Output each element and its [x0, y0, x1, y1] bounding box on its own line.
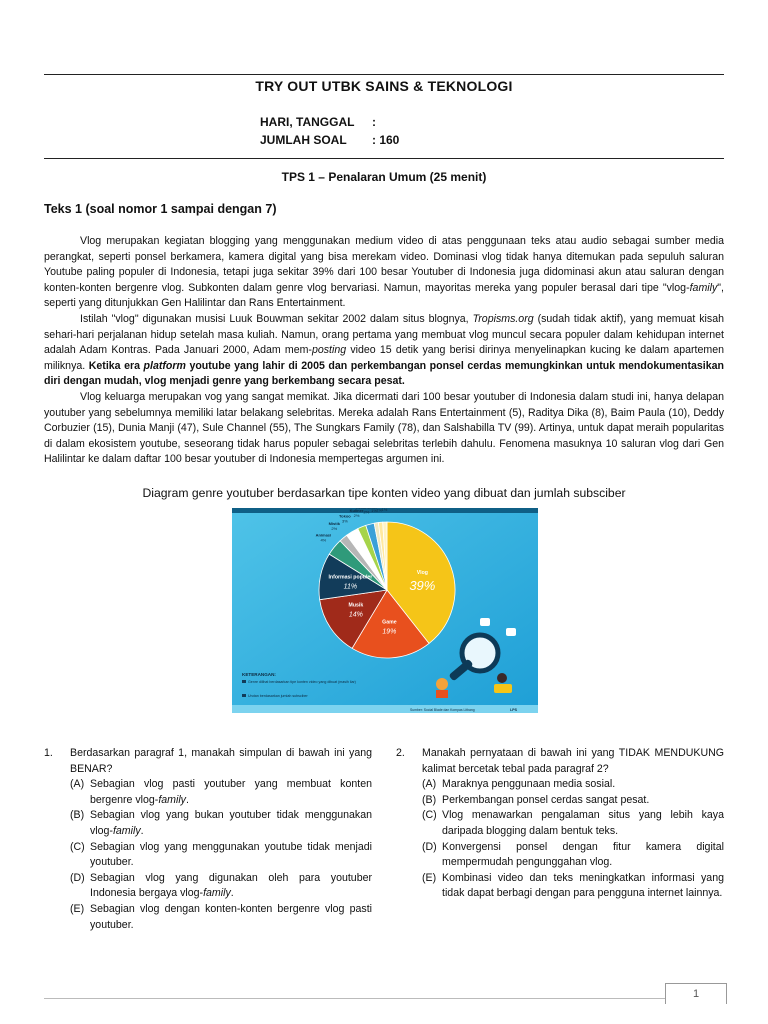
option-text: Maraknya penggunaan media sosial.: [442, 778, 616, 791]
answer-option: [422, 808, 724, 839]
header-rule: [44, 158, 724, 159]
option-letter: (A): [70, 778, 85, 791]
question-number: 2.: [396, 747, 405, 759]
option-italic-text: family: [158, 793, 186, 806]
play-icon: [506, 628, 516, 636]
answer-option: [70, 871, 372, 902]
question-2: [396, 746, 724, 902]
count-row: [260, 133, 399, 147]
slice-value-label: 3%: [341, 518, 348, 524]
legend-line-2: Urutan berdasarkan jumlah subsciber: [248, 694, 308, 698]
answer-option: [422, 871, 724, 902]
slice-value-label: 2%: [353, 512, 360, 518]
document-title: TRY OUT UTBK SAINS & TEKNOLOGI: [255, 78, 513, 94]
genre-pie-chart: [232, 508, 538, 713]
answer-option: [70, 808, 372, 839]
option-text-end: .: [185, 793, 189, 806]
chart-footer-band: [232, 705, 538, 713]
slice-value-label: 4%: [320, 537, 327, 543]
source-text: Sumber: Social Blade dan Kompas Litbang: [410, 708, 475, 712]
slice-value-label: 14%: [348, 611, 363, 619]
footer-rule: [44, 998, 665, 999]
count-label: JUMLAH SOAL: [260, 133, 347, 147]
paragraph-1: Vlog merupakan kegiatan blogging yang menggunakan medium video di atas penggunaan teks atau audio sebagai sumber media perangkat, seperti ponsel berkamera, kamera digital yang bisa merekam video. Dominasi vlog tidak hanya ditemukan pada sepuluh saluran Youtube paling populer di Indonesia, tetapi juga sekitar 39% dari 100 besar Youtuber di Indonesia juga didominasi akun atau saluran dengan konten-konten bergenre vlog. Subkonten dalam genre vlog bervariasi. Namun, mayoritas mereka yang populer berasal dari tipe "vlog-family", seperti yang ditunjukkan Gen Halilintar dan Rans Entertainment.: [44, 235, 724, 310]
answer-option: [422, 793, 724, 809]
answer-option: [422, 777, 724, 793]
question-stem: Berdasarkan paragraf 1, manakah simpulan di bawah ini yang BENAR?: [70, 747, 372, 775]
slice-label: Kuliner: [349, 508, 364, 513]
option-letter: (D): [422, 840, 437, 853]
question-1: [44, 746, 372, 933]
option-text: Konvergensi ponsel dengan fitur kamera digital mempermudah pengunggahan vlog.: [442, 840, 724, 869]
slice-value-label: 1%: [381, 508, 388, 513]
like-icon: [480, 618, 490, 626]
option-letter: (E): [70, 902, 85, 915]
paragraph-2: Istilah "vlog" digunakan musisi Luuk Bouwman sekitar 2002 dalam situs blognya, Tropisms.org (sudah tidak aktif), yang memuat kisah sehari-hari perjalanan hidup setelah masa kuliah. Namun, orang pertama yang membuat vlog muncul secara populer dalam kehidupan internet adalah Adam Kontras. Pada Januari 2000, Adam mem-posting video 15 detik yang berisi dirinya menyelinapkan kucing ke dalam apartemen miliknya. Ketika era platform youtube yang lahir di 2005 dan perkembangan ponsel cerdas memungkinkan untuk mendokumentasikan diri dengan mudah, vlog menjadi genre yang berkembang secara pesat.: [44, 312, 724, 388]
bold-sentence: Ketika era platform youtube yang lahir di 2005 dan perkembangan ponsel cerdas memungkinkan untuk mendokumentasikan diri dengan mudah, vlog menjadi genre yang berkembang secara pesat.: [44, 359, 724, 388]
option-letter: (B): [422, 793, 437, 806]
option-letter: (A): [422, 778, 437, 791]
legend-swatch-1: [242, 680, 246, 683]
slice-label: Informasi populer: [328, 574, 373, 581]
option-letter: (D): [70, 871, 85, 884]
slice-value-label: 11%: [343, 583, 358, 591]
answer-option: [70, 777, 372, 808]
option-text: Perkembangan ponsel cerdas sangat pesat.: [442, 793, 650, 806]
legend-line-1: Genre dilihat berdasarkan tipe konten video yang dibuat (masih liar): [248, 680, 356, 684]
option-text: Sebagian vlog yang bukan youtuber tidak menggunakan vlog-: [90, 809, 372, 837]
option-letter: (E): [422, 871, 437, 884]
option-text: Sebagian vlog pasti youtuber yang membuat konten bergenre vlog-: [90, 778, 372, 806]
option-text: Sebagian vlog yang menggunakan youtube tidak menjadi youtuber.: [90, 840, 372, 869]
page-number: 1: [665, 983, 727, 1004]
slice-value-label: 19%: [382, 628, 397, 636]
answer-option: [70, 902, 372, 933]
slice-value-label: 1%: [371, 508, 377, 514]
slice-label: Animasi: [315, 532, 332, 538]
date-row: [260, 115, 376, 129]
section-title: TPS 1 – Penalaran Umum (25 menit): [281, 170, 487, 184]
option-letter: (C): [70, 840, 85, 853]
top-rule: [44, 74, 724, 75]
paragraph-3: Vlog keluarga merupakan vog yang sangat memikat. Jika dicermati dari 100 besar youtuber di Indonesia dalam studi ini, hanya delapan youtuber yang sebelumnya memiliki latar belakang selebritas. Mereka adalah Rans Entertainment (5), Raditya Dika (8), Baim Paula (10), Deddy Corbuzier (15), Dunia Manji (47), Sule Channel (55), The Sungkars Family (78), dan Salshabilla TV (99). Artinya, untuk dapat meraih popularitas di dalam ekosistem youtube, seseorang tidak harus populer sebagai selebritas terlebih dahulu. Fenomena masuknya 10 saluran vlog dari Gen Halilintar ke dalam daftar 100 besar youtuber di Indonesia mempertegas argumen ini.: [44, 390, 724, 466]
option-text: Vlog menawarkan pengalaman situs yang lebih kaya daripada blogging dalam bentuk teks.: [442, 809, 724, 837]
text-heading: Teks 1 (soal nomor 1 sampai dengan 7): [44, 202, 277, 216]
date-label: HARI, TANGGAL: [260, 115, 355, 129]
slice-label: Musik: [348, 602, 364, 609]
legend-title: KETERANGAN:: [242, 672, 276, 677]
option-letter: (B): [70, 809, 85, 822]
answer-option: [422, 840, 724, 871]
count-value: : 160: [372, 133, 400, 147]
option-text: Sebagian vlog dengan konten-konten bergenre vlog pasti youtuber.: [90, 902, 372, 931]
person-figure-icon-2: [497, 673, 507, 683]
option-letter: (C): [422, 809, 437, 822]
slice-label: Game: [382, 619, 397, 626]
person-body-icon-2: [494, 684, 512, 693]
brand-text: LPS: [510, 708, 517, 712]
slice-value-label: 1%: [376, 508, 383, 513]
option-text: Sebagian vlog yang digunakan oleh para youtuber Indonesia bergaya vlog-: [90, 871, 372, 900]
option-text-end: .: [140, 824, 144, 837]
slice-label: Vlog: [416, 569, 428, 576]
option-text-end: .: [230, 887, 234, 900]
slice-label: Tokoo: [339, 513, 351, 519]
slice-value-label: 2%: [363, 509, 370, 515]
person-figure-icon: [436, 678, 448, 690]
legend-swatch-2: [242, 694, 246, 697]
slice-value-label: 39%: [409, 577, 436, 593]
answer-option: [70, 840, 372, 871]
option-italic-text: family: [203, 887, 231, 900]
date-value: :: [372, 115, 376, 129]
question-stem: Manakah pernyataan di bawah ini yang TIDAK MENDUKUNG kalimat bercetak tebal pada paragraf 2?: [422, 747, 724, 775]
person-body-icon: [436, 690, 448, 698]
option-italic-text: family: [112, 824, 141, 837]
slice-value-label: 2%: [331, 526, 338, 532]
chart-caption: Diagram genre youtuber berdasarkan tipe konten video yang dibuat dan jumlah subsciber: [142, 486, 626, 500]
reading-passage: [44, 234, 724, 468]
question-number: 1.: [44, 747, 53, 759]
slice-label: Mistik: [328, 521, 340, 527]
option-text: Kombinasi video dan teks meningkatkan informasi yang tidak dapat berbagi dengan para pengguna internet lainnya.: [442, 871, 724, 900]
